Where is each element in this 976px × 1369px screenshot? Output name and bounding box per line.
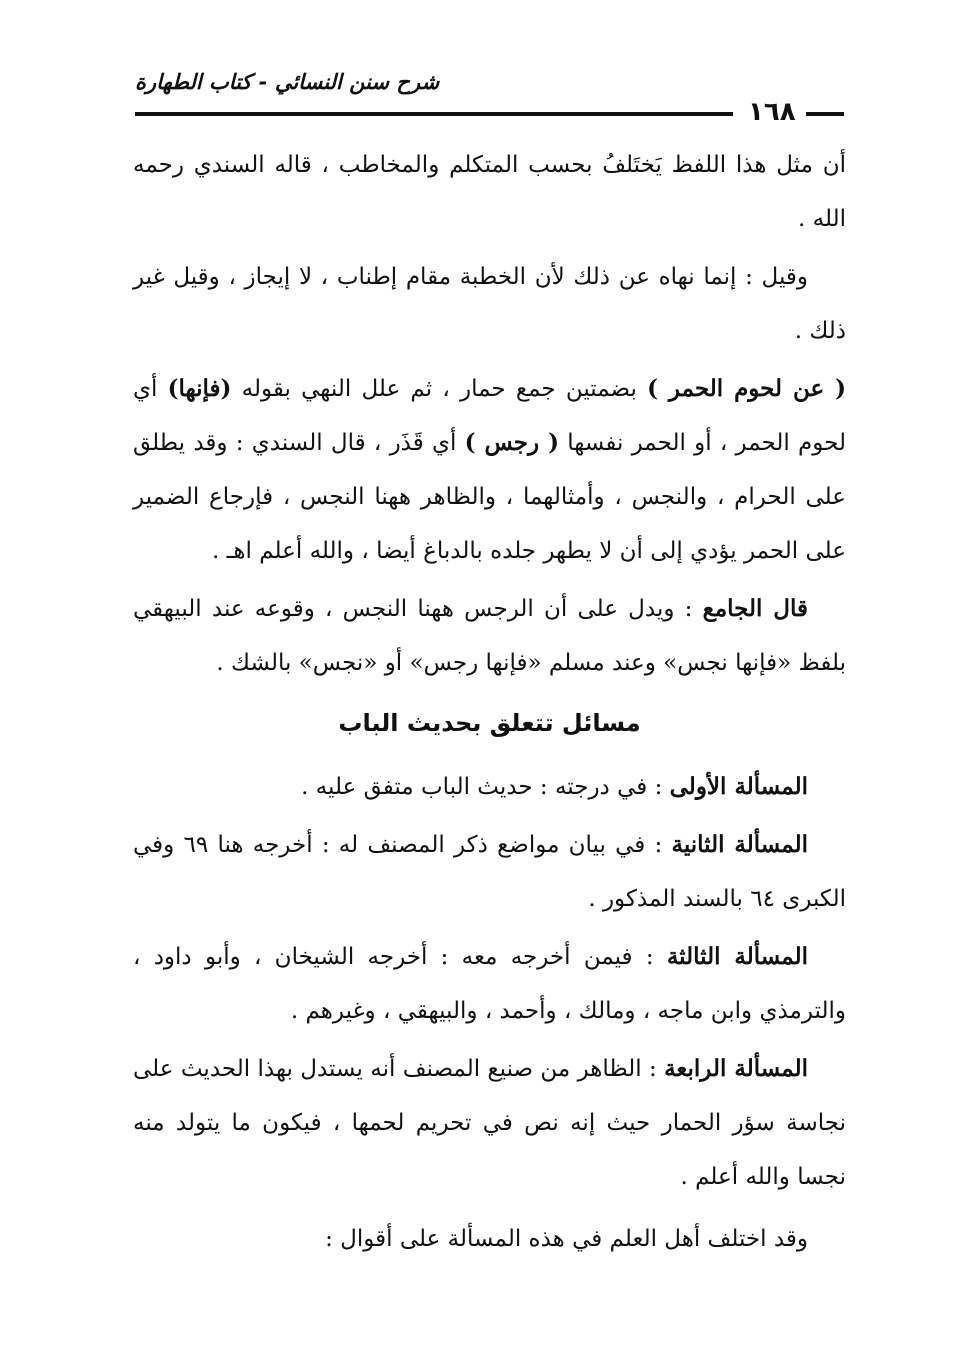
paragraph-4: [133, 582, 846, 690]
paragraph-2-text: وقيل : إنما نهاه عن ذلك لأن الخطبة مقام إطناب ، لا إيجاز ، وقيل غير ذلك .: [133, 264, 846, 344]
issue-4: [133, 1042, 846, 1204]
quoted-phrase-rijs: ( رجس ): [464, 429, 559, 456]
paragraph-1-text: أن مثل هذا اللفظ يَختَلفُ بحسب المتكلم والمخاطب ، قاله السندي رحمه الله .: [133, 152, 846, 232]
issue-1: [133, 760, 846, 814]
header-rule: [135, 112, 733, 116]
paragraph-4-rest: : ويدل على أن الرجس ههنا النجس ، وقوعه عند البيهقي بلفظ «فإنها نجس» وعند مسلم «فإنها رجس» أو «نجس» بالشك .: [133, 596, 846, 676]
issue-3-label: المسألة الثالثة: [666, 943, 808, 970]
section-heading: مسائل تتعلق بحديث الباب: [338, 709, 641, 737]
issue-3-text: : فيمن أخرجه معه : أخرجه الشيخان ، وأبو داود ، والترمذي وابن ماجه ، ومالك ، وأحمد ، والبيهقي ، وغيرهم .: [133, 944, 846, 1024]
paragraph-3-rest: أي قَذَر ، قال السندي : وقد يطلق على الحرام ، والنجس ، وأمثالهما ، والظاهر ههنا النجس ، فإرجاع الضمير على الحمر يؤدي إلى أن لا يطهر جلده بالدباغ أيضا ، والله أعلم اهـ .: [133, 430, 846, 564]
issue-2-label: المسألة الثانية: [671, 831, 808, 858]
issue-1-text: : في درجته : حديث الباب متفق عليه .: [301, 774, 670, 800]
page-number: ١٦٨: [748, 97, 796, 127]
issue-2-text: : في بيان مواضع ذكر المصنف له : أخرجه هنا ٦٩ وفي الكبرى ٦٤ بالسند المذكور .: [133, 832, 846, 912]
paragraph-3-mid2: أي لحوم الحمر ، أو الحمر نفسها: [133, 376, 846, 456]
quoted-phrase-fainnaha: (فإنها): [167, 375, 232, 402]
running-header-title: شرح سنن النسائي - كتاب الطهارة: [135, 70, 440, 94]
qala-al-jami-label: قال الجامع: [702, 595, 808, 622]
issue-3: [133, 930, 846, 1038]
paragraph-2: [133, 250, 846, 358]
paragraph-3: [133, 362, 846, 578]
page-number-dash: [806, 112, 844, 116]
page-body: [133, 138, 846, 1266]
closing-line: [133, 1212, 846, 1266]
issue-4-text: : الظاهر من صنيع المصنف أنه يستدل بهذا الحديث على نجاسة سؤر الحمار حيث إنه نص في تحريم لحمها ، فيكون ما يتولد منه نجسا والله أعلم .: [133, 1056, 847, 1190]
issue-4-label: المسألة الرابعة: [664, 1055, 808, 1082]
quoted-phrase-lead: ( عن لحوم الحمر ): [647, 375, 846, 402]
paragraph-1: [133, 138, 846, 246]
paragraph-3-mid: بضمتين جمع حمار ، ثم علل النهي بقوله: [231, 376, 648, 402]
issue-1-label: المسألة الأولى: [669, 773, 808, 800]
issue-2: [133, 818, 846, 926]
closing-text: وقد اختلف أهل العلم في هذه المسألة على أقوال :: [325, 1226, 808, 1252]
